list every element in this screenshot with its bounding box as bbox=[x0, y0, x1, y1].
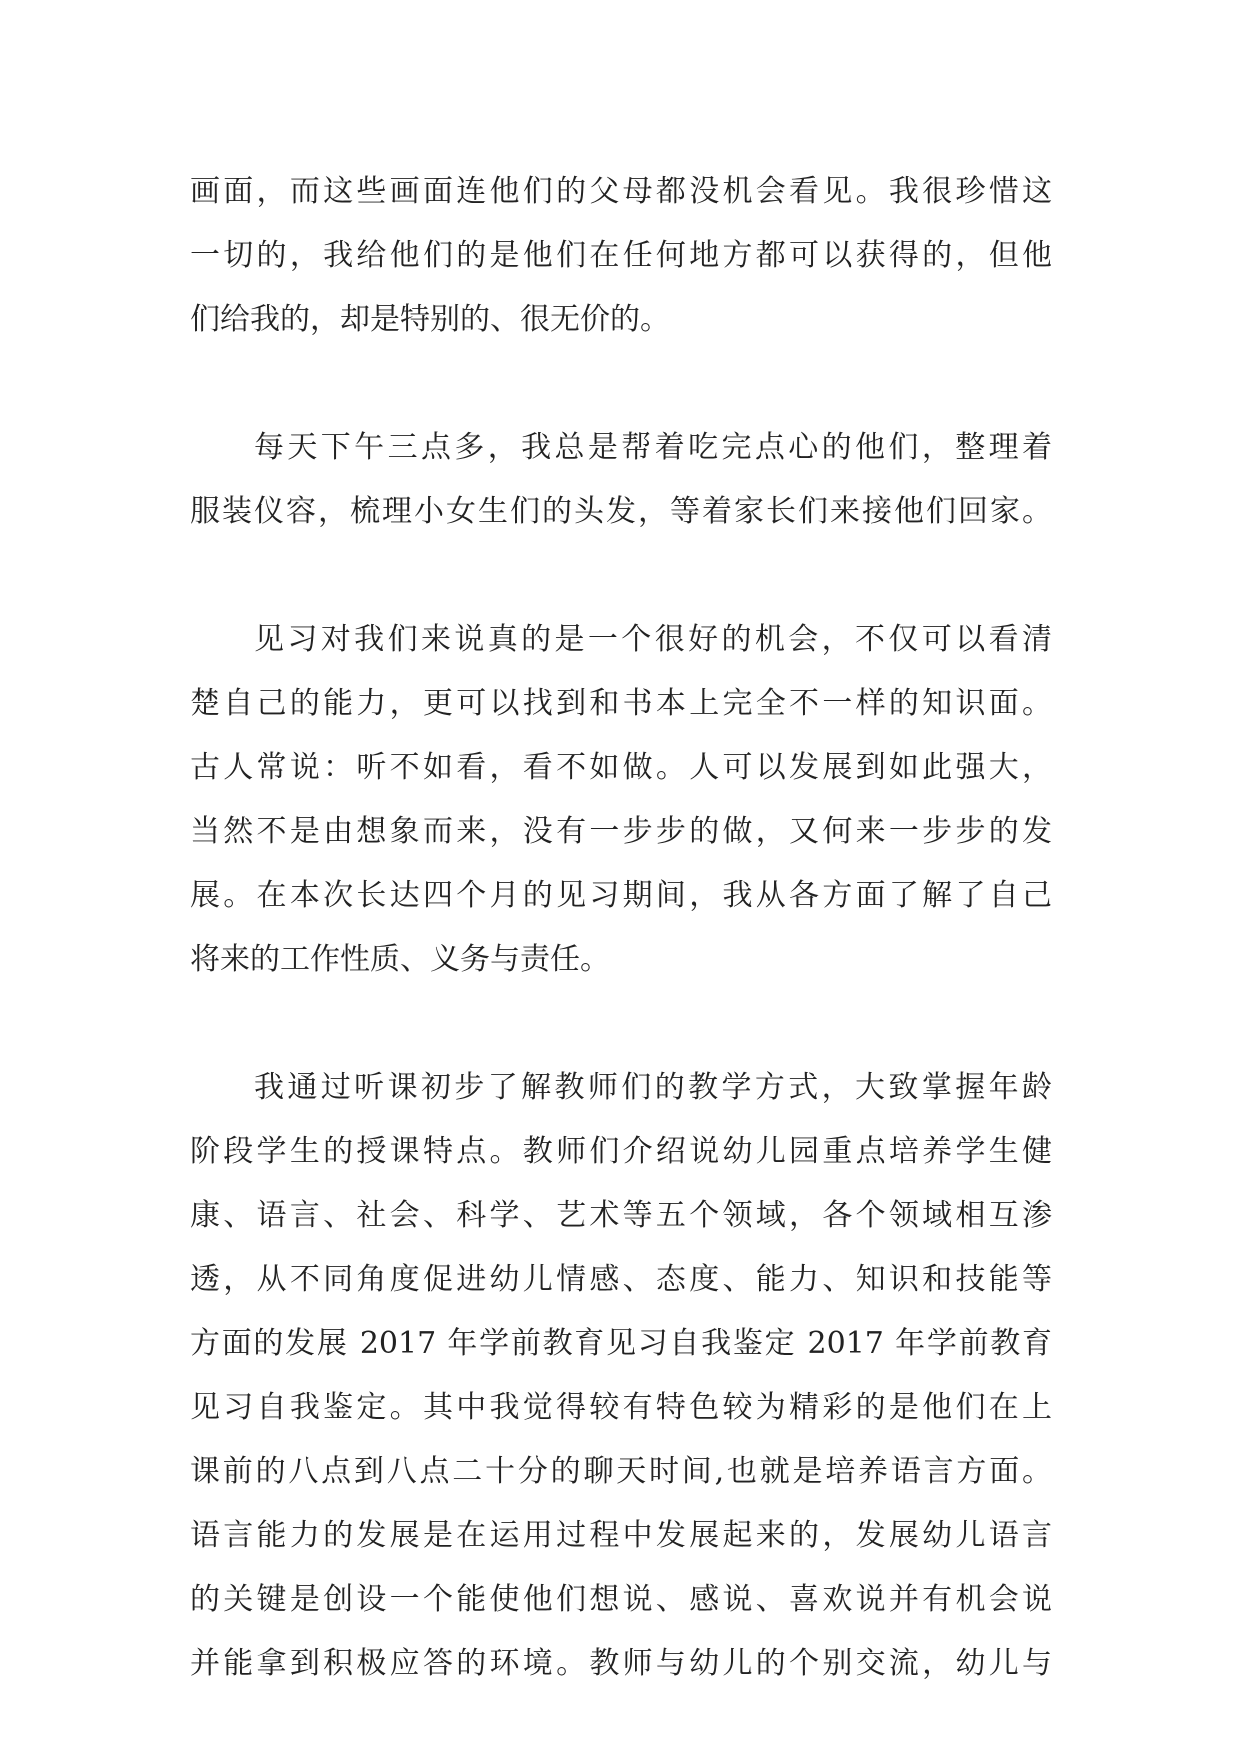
paragraph-3 bbox=[190, 608, 1052, 992]
text-line: 们给我的，却是特别的、很无价的。 bbox=[190, 302, 670, 337]
paragraph-2 bbox=[190, 416, 1052, 544]
paragraph-spacer bbox=[190, 992, 1052, 1056]
text-line: 将来的工作性质、义务与责任。 bbox=[190, 942, 610, 977]
text-line: 见习对我们来说真的是一个很好的机会，不仅可以看清 bbox=[254, 622, 1052, 657]
text-line: 画面，而这些画面连他们的父母都没机会看见。我很珍惜这 bbox=[190, 174, 1052, 209]
text-line: 的关键是创设一个能使他们想说、感说、喜欢说并有机会说 bbox=[190, 1582, 1052, 1617]
text-line: 语言能力的发展是在运用过程中发展起来的，发展幼儿语言 bbox=[190, 1518, 1052, 1553]
text-line: 当然不是由想象而来，没有一步步的做，又何来一步步的发 bbox=[190, 814, 1052, 849]
text-line: 古人常说：听不如看，看不如做。人可以发展到如此强大， bbox=[190, 750, 1052, 785]
text-line: 展。在本次长达四个月的见习期间，我从各方面了解了自己 bbox=[190, 878, 1052, 913]
paragraph-4 bbox=[190, 1056, 1052, 1696]
text-line: 每天下午三点多，我总是帮着吃完点心的他们，整理着 bbox=[254, 430, 1052, 465]
text-line: 楚自己的能力，更可以找到和书本上完全不一样的知识面。 bbox=[190, 686, 1052, 721]
paragraph-1 bbox=[190, 160, 1052, 352]
text-line: 康、语言、社会、科学、艺术等五个领域，各个领域相互渗 bbox=[190, 1198, 1052, 1233]
text-line: 见习自我鉴定。其中我觉得较有特色较为精彩的是他们在上 bbox=[190, 1390, 1052, 1425]
paragraph-spacer bbox=[190, 544, 1052, 608]
body-text bbox=[190, 160, 1052, 1696]
text-line: 课前的八点到八点二十分的聊天时间,也就是培养语言方面。 bbox=[190, 1454, 1052, 1489]
text-line: 一切的，我给他们的是他们在任何地方都可以获得的，但他 bbox=[190, 238, 1052, 273]
text-line: 透，从不同角度促进幼儿情感、态度、能力、知识和技能等 bbox=[190, 1262, 1052, 1297]
paragraph-spacer bbox=[190, 352, 1052, 416]
text-line: 服装仪容，梳理小女生们的头发，等着家长们来接他们回家。 bbox=[190, 494, 1052, 529]
text-line: 方面的发展 2017 年学前教育见习自我鉴定 2017 年学前教育 bbox=[190, 1326, 1052, 1361]
text-line: 并能拿到积极应答的环境。教师与幼儿的个别交流，幼儿与 bbox=[190, 1646, 1052, 1681]
text-line: 阶段学生的授课特点。教师们介绍说幼儿园重点培养学生健 bbox=[190, 1134, 1052, 1169]
text-line: 我通过听课初步了解教师们的教学方式，大致掌握年龄 bbox=[254, 1070, 1052, 1105]
